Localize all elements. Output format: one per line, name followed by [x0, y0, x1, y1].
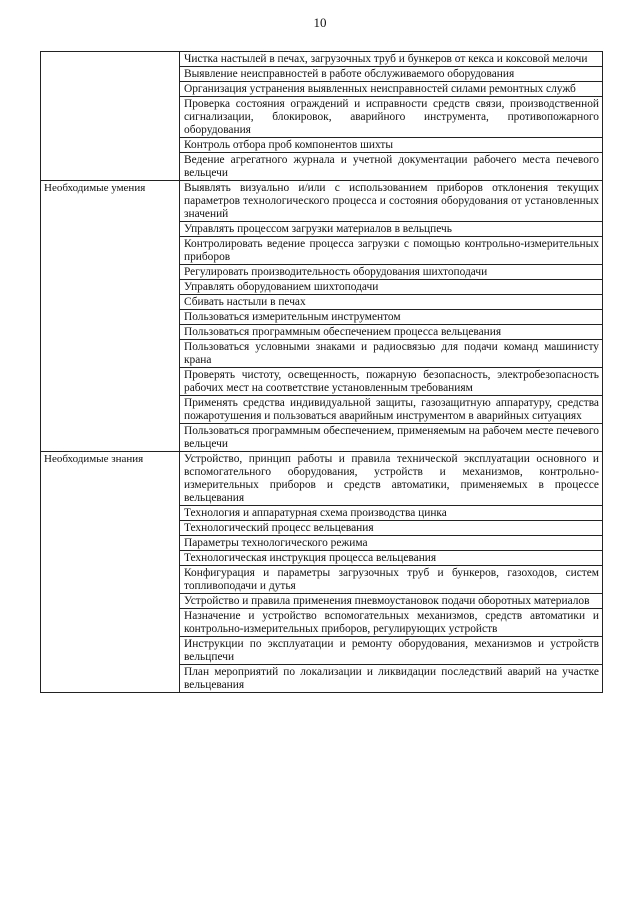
- table-row: Пользоваться условными знаками и радиосвязью для подачи команд машинисту крана: [180, 339, 602, 367]
- table-row: Ведение агрегатного журнала и учетной документации рабочего места печевого вельцечи: [180, 152, 602, 180]
- section-rows: [180, 181, 602, 451]
- table-row: Проверка состояния ограждений и исправности средств связи, производственной сигнализации, блокировок, аварийного инструмента, противопожарного оборудования: [180, 96, 602, 137]
- table-row: Пользоваться программным обеспечением, применяемым на рабочем месте печевого вельцечи: [180, 423, 602, 451]
- table-row: Конфигурация и параметры загрузочных труб и бункеров, газоходов, систем топливоподачи и дутья: [180, 565, 602, 593]
- section-heading: Необходимые умения: [41, 181, 180, 451]
- table-row: План мероприятий по локализации и ликвидации последствий аварий на участке вельцевания: [180, 664, 602, 692]
- page-number: 10: [313, 15, 327, 30]
- table-row: Контроль отбора проб компонентов шихты: [180, 137, 602, 152]
- section-heading: [41, 52, 180, 180]
- required-skills-section: [40, 181, 603, 452]
- labor-actions-section: [40, 51, 603, 181]
- table-row: Регулировать производительность оборудования шихтоподачи: [180, 264, 602, 279]
- table-row: Управлять оборудованием шихтоподачи: [180, 279, 602, 294]
- competency-table: [40, 51, 603, 693]
- table-row: Технология и аппаратурная схема производства цинка: [180, 505, 602, 520]
- table-row: Инструкции по эксплуатации и ремонту оборудования, механизмов и устройств вельцпечи: [180, 636, 602, 664]
- table-row: Выявление неисправностей в работе обслуживаемого оборудования: [180, 66, 602, 81]
- table-row: Контролировать ведение процесса загрузки с помощью контрольно-измерительных приборов: [180, 236, 602, 264]
- table-row: Управлять процессом загрузки материалов в вельцпечь: [180, 221, 602, 236]
- section-heading: Необходимые знания: [41, 452, 180, 692]
- table-row: Назначение и устройство вспомогательных механизмов, средств автоматики и контрольно-измерительных приборов, регулирующих устройств: [180, 608, 602, 636]
- table-row: Организация устранения выявленных неисправностей силами ремонтных служб: [180, 81, 602, 96]
- section-rows: [180, 452, 602, 692]
- table-row: Технологический процесс вельцевания: [180, 520, 602, 535]
- table-row: Устройство и правила применения пневмоустановок подачи оборотных материалов: [180, 593, 602, 608]
- table-row: Чистка настылей в печах, загрузочных труб и бункеров от кекса и коксовой мелочи: [184, 53, 588, 65]
- table-row: Сбивать настыли в печах: [180, 294, 602, 309]
- table-row: Пользоваться измерительным инструментом: [180, 309, 602, 324]
- table-row: Устройство, принцип работы и правила технической эксплуатации основного и вспомогательного оборудования, устройств и механизмов, контрольно-измерительных приборов и средств автоматики, применяемых в процессе вельцевания: [184, 453, 599, 504]
- table-row: Технологическая инструкция процесса вельцевания: [180, 550, 602, 565]
- table-row: Применять средства индивидуальной защиты, газозащитную аппаратуру, средства пожаротушения и пользоваться аварийным инструментом в аварийных ситуациях: [180, 395, 602, 423]
- table-row: Параметры технологического режима: [180, 535, 602, 550]
- table-row: Проверять чистоту, освещенность, пожарную безопасность, электробезопасность рабочих мест на соответствие установленным требованиям: [180, 367, 602, 395]
- table-row: Выявлять визуально и/или с использованием приборов отклонения текущих параметров технологического процесса и состояния оборудования от установленных значений: [184, 182, 599, 220]
- required-knowledge-section: [40, 452, 603, 693]
- table-row: Пользоваться программным обеспечением процесса вельцевания: [180, 324, 602, 339]
- section-rows: [180, 52, 602, 180]
